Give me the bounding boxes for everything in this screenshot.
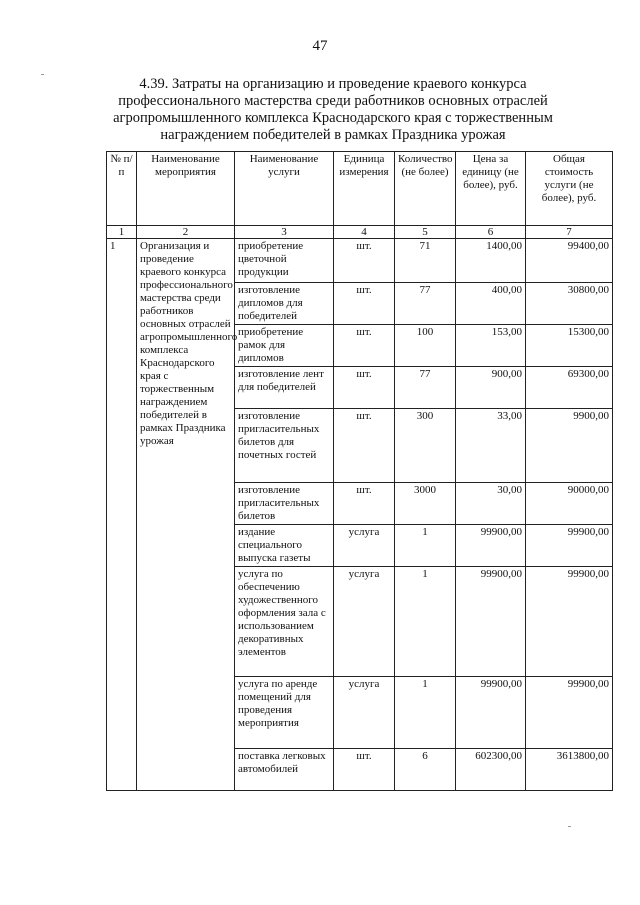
total-cell: 99900,00 xyxy=(526,567,613,677)
unit-cell: услуга xyxy=(334,677,395,749)
price-cell: 99900,00 xyxy=(456,525,526,567)
price-cell: 900,00 xyxy=(456,367,526,409)
quantity-cell: 71 xyxy=(395,239,456,283)
total-cell: 3613800,00 xyxy=(526,749,613,791)
quantity-cell: 1 xyxy=(395,677,456,749)
total-cell: 30800,00 xyxy=(526,283,613,325)
event-name: Организация и проведение краевого конкурса профессионального мастерства среди работников основных отраслей агропромышленного комплекса Краснодарского края с торжественным награждением победителей в рамках Праздника урожая xyxy=(137,239,235,791)
quantity-cell: 3000 xyxy=(395,483,456,525)
service-name: приобретение цветочной продукции xyxy=(235,239,334,283)
event-number: 1 xyxy=(107,239,137,791)
column-number: 1 xyxy=(107,226,137,239)
unit-cell: шт. xyxy=(334,283,395,325)
price-cell: 99900,00 xyxy=(456,567,526,677)
quantity-cell: 100 xyxy=(395,325,456,367)
quantity-cell: 77 xyxy=(395,367,456,409)
service-name: изготовление пригласительных билетов xyxy=(235,483,334,525)
unit-cell: шт. xyxy=(334,325,395,367)
unit-cell: шт. xyxy=(334,367,395,409)
table-row xyxy=(107,239,613,283)
service-name: изготовление дипломов для победителей xyxy=(235,283,334,325)
service-name: услуга по обеспечению художественного оформления зала с использованием декоративных элементов xyxy=(235,567,334,677)
price-cell: 153,00 xyxy=(456,325,526,367)
unit-cell: шт. xyxy=(334,483,395,525)
total-cell: 15300,00 xyxy=(526,325,613,367)
service-name: издание специального выпуска газеты xyxy=(235,525,334,567)
total-cell: 99900,00 xyxy=(526,525,613,567)
quantity-cell: 1 xyxy=(395,567,456,677)
price-cell: 99900,00 xyxy=(456,677,526,749)
service-name: приобретение рамок для дипломов xyxy=(235,325,334,367)
price-cell: 602300,00 xyxy=(456,749,526,791)
quantity-cell: 1 xyxy=(395,525,456,567)
header-cell: Общая стоимость услуги (не более), руб. xyxy=(526,152,613,226)
header-row xyxy=(107,152,613,226)
service-name: изготовление лент для победителей xyxy=(235,367,334,409)
header-cell: Количество (не более) xyxy=(395,152,456,226)
header-cell: Цена за единицу (не более), руб. xyxy=(456,152,526,226)
column-number: 6 xyxy=(456,226,526,239)
total-cell: 90000,00 xyxy=(526,483,613,525)
header-cell: Наименование мероприятия xyxy=(137,152,235,226)
column-number-row xyxy=(107,226,613,239)
column-number: 3 xyxy=(235,226,334,239)
quantity-cell: 77 xyxy=(395,283,456,325)
total-cell: 99900,00 xyxy=(526,677,613,749)
column-number: 4 xyxy=(334,226,395,239)
total-cell: 9900,00 xyxy=(526,409,613,483)
price-cell: 1400,00 xyxy=(456,239,526,283)
column-number: 5 xyxy=(395,226,456,239)
column-number: 7 xyxy=(526,226,613,239)
price-cell: 33,00 xyxy=(456,409,526,483)
total-cell: 99400,00 xyxy=(526,239,613,283)
header-cell: № п/п xyxy=(107,152,137,226)
service-name: поставка легковых автомобилей xyxy=(235,749,334,791)
section-title xyxy=(108,76,558,144)
title-line: агропромышленного комплекса Краснодарского края с торжественным xyxy=(113,110,553,126)
unit-cell: услуга xyxy=(334,525,395,567)
column-number: 2 xyxy=(137,226,235,239)
scan-mark xyxy=(41,74,44,75)
service-name: изготовление пригласительных билетов для почетных гостей xyxy=(235,409,334,483)
title-line: награждением победителей в рамках Праздника урожая xyxy=(160,127,506,143)
unit-cell: услуга xyxy=(334,567,395,677)
unit-cell: шт. xyxy=(334,409,395,483)
header-cell: Единица измерения xyxy=(334,152,395,226)
title-line: профессионального мастерства среди работников основных отраслей xyxy=(118,93,548,109)
quantity-cell: 6 xyxy=(395,749,456,791)
total-cell: 69300,00 xyxy=(526,367,613,409)
service-name: услуга по аренде помещений для проведения мероприятия xyxy=(235,677,334,749)
header-cell: Наименование услуги xyxy=(235,152,334,226)
title-line: 4.39. Затраты на организацию и проведение краевого конкурса xyxy=(139,76,527,92)
quantity-cell: 300 xyxy=(395,409,456,483)
scan-mark xyxy=(568,826,571,827)
page-number: 47 xyxy=(312,38,328,54)
cost-table xyxy=(106,151,613,791)
unit-cell: шт. xyxy=(334,749,395,791)
price-cell: 30,00 xyxy=(456,483,526,525)
price-cell: 400,00 xyxy=(456,283,526,325)
unit-cell: шт. xyxy=(334,239,395,283)
